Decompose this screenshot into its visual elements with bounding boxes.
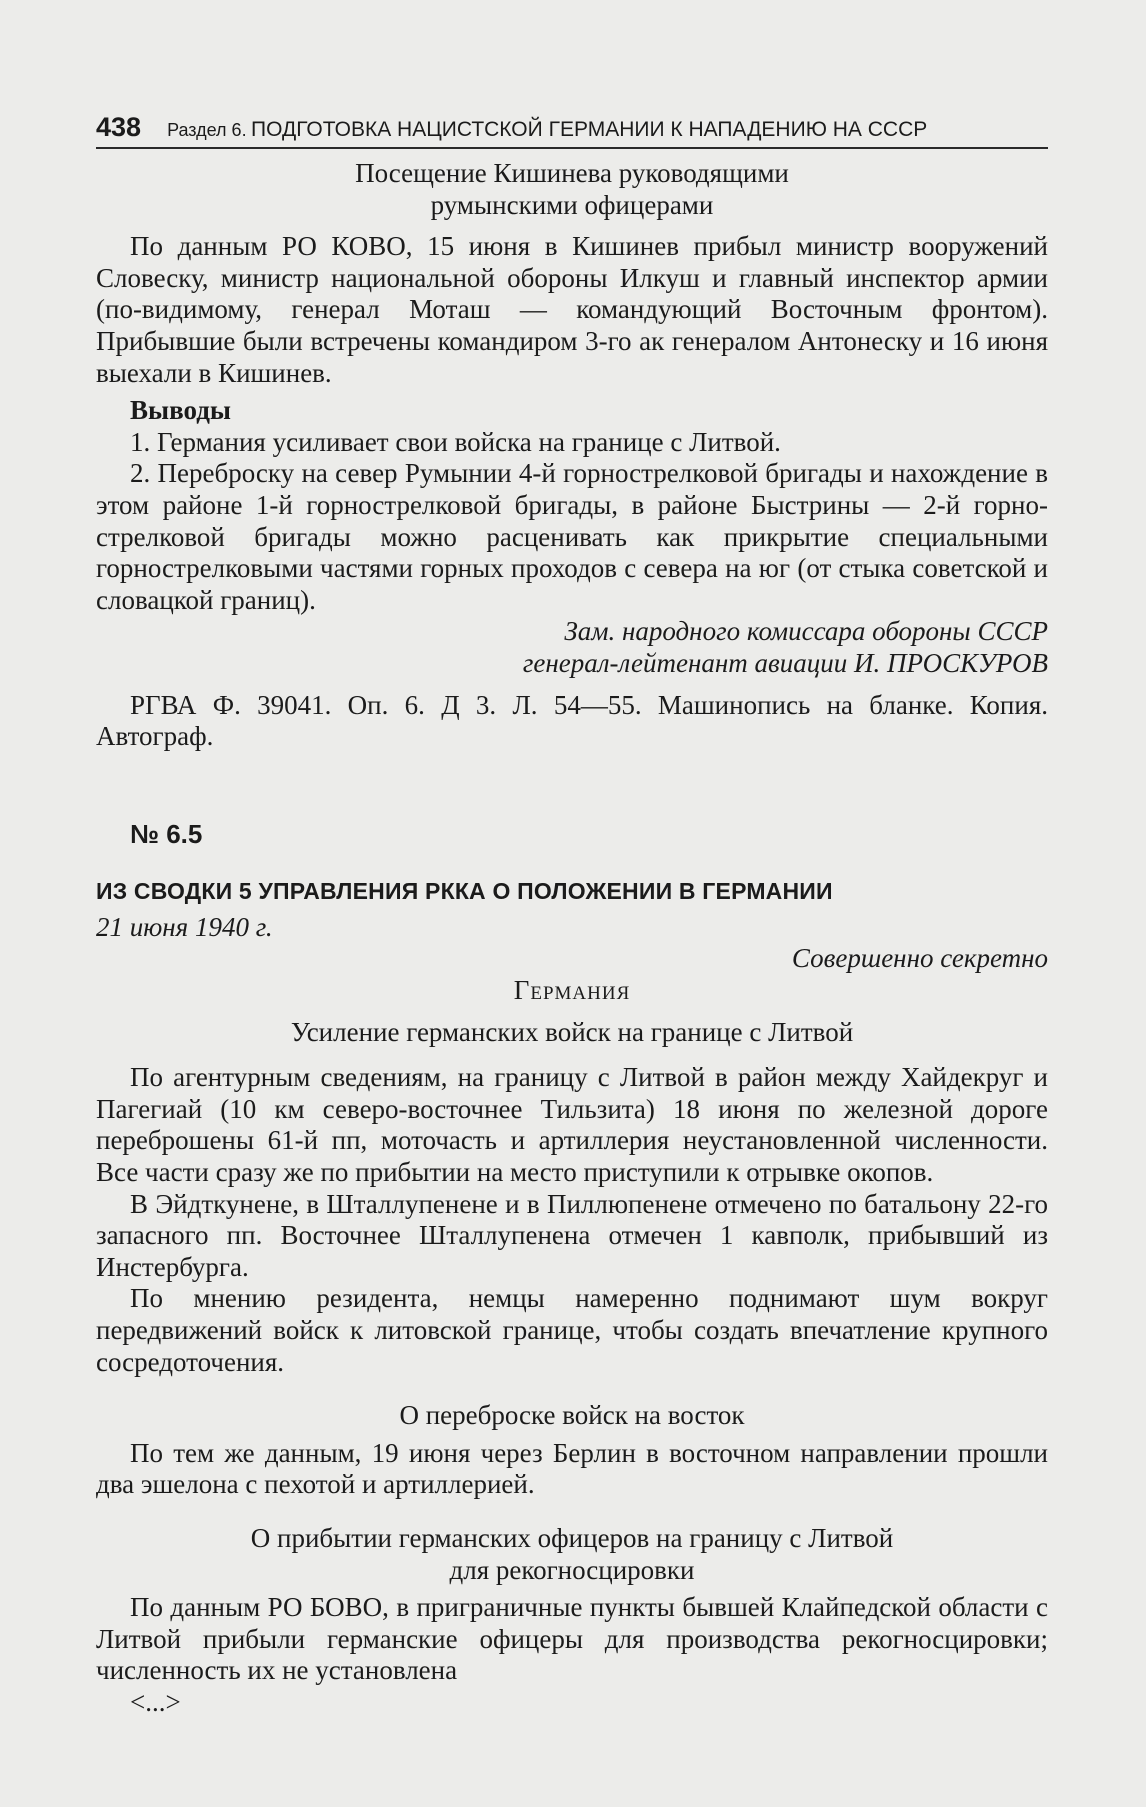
visit-heading-line2: румынскими офицерами [430,189,714,220]
officers-heading-line1: О прибытии германских офицеров на границу с Литвой [250,1522,894,1553]
border-heading: Усиление германских войск на границе с Литвой [290,1016,854,1047]
document-number: № 6.5 [130,818,203,849]
document-title: ИЗ СВОДКИ 5 УПРАВЛЕНИЯ РККА О ПОЛОЖЕНИИ В ГЕРМАНИИ [96,878,833,905]
signature-line-2 [96,648,1048,680]
conclusion-item-1: 1. Германия усиливает свои войска на границе с Литвой. [130,426,781,457]
east-heading: О переброске войск на восток [399,1400,745,1431]
border-paragraph-1: По агентурным сведениям, на границу с Литвой в район между Хайдекруг и Пагегиай (10 км северо-восточнее Тильзита) 18 июня по железной дороге переброшены 61-й пп, моточасть и артиллерия неустановленной численности. Все части сразу же по прибытии на место приступили к отрывке окопов. [96,1062,1048,1188]
visit-heading-line1: Посещение Кишинева руководящими [355,158,789,188]
archive-note: РГВА Ф. 39041. Оп. 6. Д 3. Л. 54—55. Машинопись на бланке. Копия. Автограф. [96,689,1048,752]
officers-heading-line2: для рекогносцировки [449,1554,695,1585]
country-heading: Германия [513,975,631,1006]
document-date: 21 июня 1940 г. [96,911,273,942]
section-label: Раздел 6. [167,120,247,140]
page-number: 438 [96,112,142,142]
omission-marker: <...> [130,1686,181,1717]
signature-title: генерал-лейтенант авиации [522,647,848,678]
border-paragraph-3: По мнению резидента, немцы намеренно поднимают шум вокруг передвижений войск к литовской границе, чтобы создать впечатление крупного сосредоточения. [96,1283,1048,1377]
running-header [96,112,1048,149]
signature-line-1: Зам. народного комиссара обороны СССР [564,616,1048,647]
border-paragraph-2: В Эйдткунене, в Шталлупенене и в Пиллюпенене отмечено по батальону 22-го запасного пп. Восточнее Шталлупенена отмечен 1 кавполк, прибывший из Инстербурга. [96,1188,1048,1282]
east-paragraph: По тем же данным, 19 июня через Берлин в восточном направлении прошли два эшелона с пехотой и артиллерией. [96,1437,1048,1500]
conclusions-heading: Выводы [130,395,231,426]
signature-name: И. ПРОСКУРОВ [853,647,1048,678]
page-content [96,158,1048,1719]
classification-stamp: Совершенно секретно [791,943,1048,974]
visit-paragraph: По данным РО КОВО, 15 июня в Кишинев прибыл министр вооружений Словеску, министр национальной обороны Илкуш и главный инспектор армии (по-видимому, генерал Моташ — командующий Восточным фронтом). Прибывшие были встречены командиром 3-го ак генералом Антонеску и 16 июня выехали в Кишинев. [96,231,1048,388]
section-title: ПОДГОТОВКА НАЦИСТСКОЙ ГЕРМАНИИ К НАПАДЕНИЮ НА СССР [251,118,928,141]
conclusion-item-2: 2. Переброску на север Румынии 4-й горнострелковой бригады и нахождение в этом районе 1-й горнострелковой бригады, в районе Быстрины — 2-й горно-стрелковой бригады можно расценивать как прикрытие специальными горнострелковыми частями горных проходов с севера на юг (от стыка советской и словацкой границ). [96,458,1048,615]
officers-paragraph: По данным РО БОВО, в приграничные пункты бывшей Клайпедской области с Литвой прибыли германские офицеры для производства рекогносцировки; численность их не установлена [96,1592,1048,1686]
